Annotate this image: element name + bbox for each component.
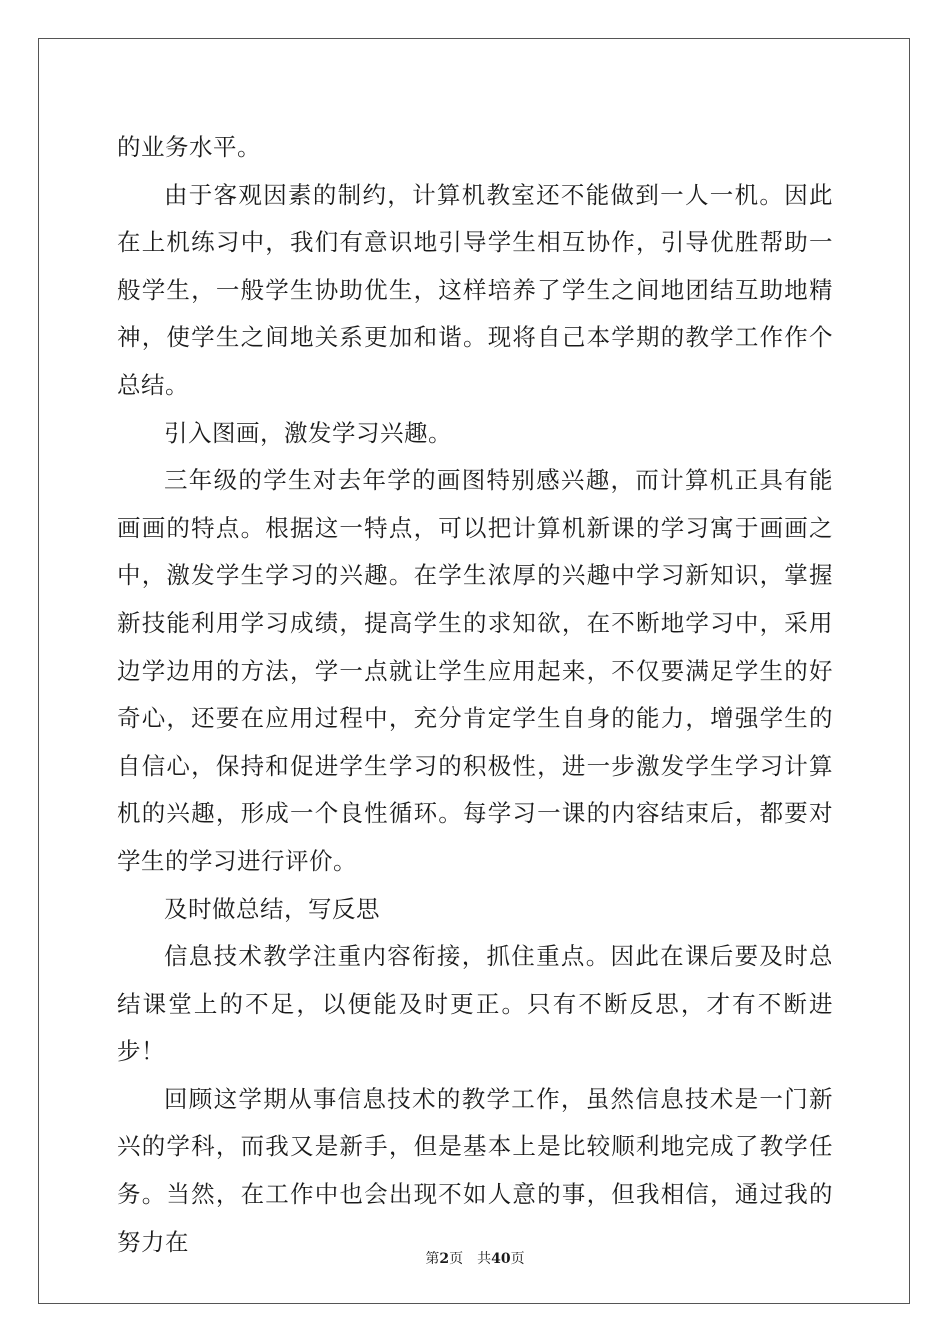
paragraph-6: 信息技术教学注重内容衔接，抓住重点。因此在课后要及时总结课堂上的不足，以便能及时更正。只有不断反思，才有不断进步！: [117, 942, 833, 1066]
page-prefix: 第: [425, 1251, 440, 1267]
total-pages: 40: [491, 1251, 511, 1267]
paragraph-4: 三年级的学生对去年学的画图特别感兴趣，而计算机正具有能画画的特点。根据这一特点，可以把计算机新课的学习寓于画画之中，激发学生学习的兴趣。在学生浓厚的兴趣中学习新知识，掌握新技能利用学习成绩，提高学生的求知欲，在不断地学习中，采用边学边用的方法，学一点就让学生应用起来，不仅要满足学生的好奇心，还要在应用过程中，充分肯定学生自身的能力，增强学生的自信心，保持和促进学生学习的积极性，进一步激发学生学习计算机的兴趣，形成一个良性循环。每学习一课的内容结束后，都要对学生的学习进行评价。: [117, 466, 833, 875]
paragraph-3: 引入图画，激发学习兴趣。: [164, 418, 452, 447]
paragraph-1: 的业务水平。: [117, 133, 261, 161]
paragraph-2: 由于客观因素的制约，计算机教室还不能做到一人一机。因此在上机练习中，我们有意识地引导学生相互协作，引导优胜帮助一般学生，一般学生协助优生，这样培养了学生之间地团结互助地精神，使学生之间地关系更加和谐。现将自己本学期的教学工作作个总结。: [117, 180, 833, 399]
page-suffix: 页: [449, 1251, 464, 1267]
paragraph-7: 回顾这学期从事信息技术的教学工作，虽然信息技术是一门新兴的学科，而我又是新手，但是基本上是比较顺利地完成了教学任务。当然，在工作中也会出现不如人意的事，但我相信，通过我的努力在: [117, 1084, 833, 1256]
paragraph-5: 及时做总结，写反思: [164, 894, 380, 923]
document-body: [117, 124, 833, 1266]
total-suffix: 页: [510, 1251, 525, 1267]
total-prefix: 共: [477, 1251, 492, 1267]
page-footer: [0, 1248, 950, 1268]
page-number: 2: [439, 1251, 450, 1267]
